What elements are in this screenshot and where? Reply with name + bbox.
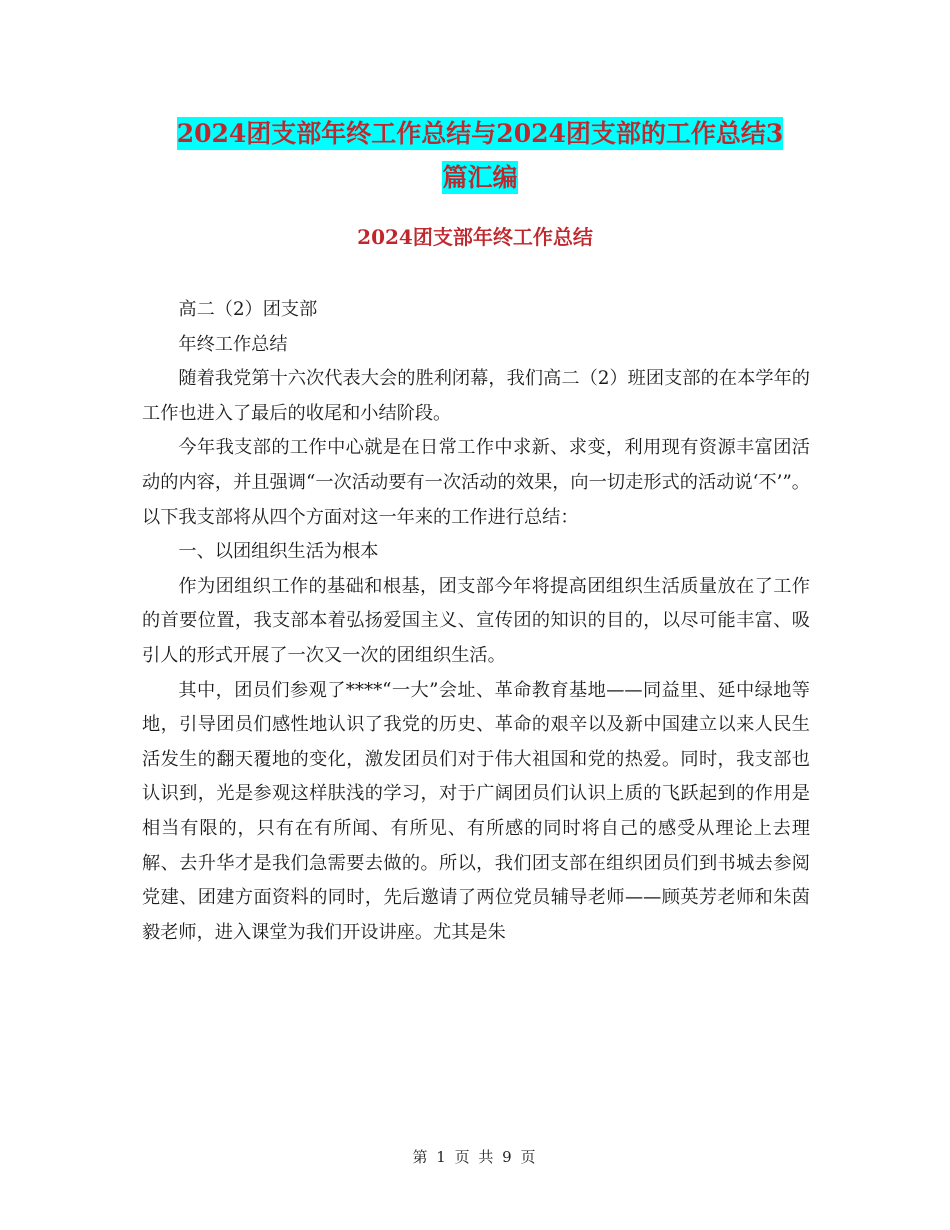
document-title [140,112,820,200]
paragraph: 高二（2）团支部 [178,299,318,320]
paragraph: 其中，团员们参观了****“一大”会址、革命教育基地——同益里、延中绿地等地，引导团员们感性地认识了我党的历史、革命的艰辛以及新中国建立以来人民生活发生的翻天覆地的变化，激发团员们对于伟大祖国和党的热爱。同时，我支部也认识到，光是参观这样肤浅的学习，对于广阔团员们认识上质的飞跃起到的作用是相当有限的，只有在有所闻、有所见、有所感的同时将自己的感受从理论上去理解、去升华才是我们急需要去做的。所以，我们团支部在组织团员们到书城去参阅党建、团建方面资料的同时，先后邀请了两位党员辅导老师——顾英芳老师和朱茵毅老师，进入课堂为我们开设讲座。尤其是朱 [142,679,810,943]
paragraph: 作为团组织工作的基础和根基，团支部今年将提高团组织生活质量放在了工作的首要位置，我支部本着弘扬爱国主义、宣传团的知识的目的，以尽可能丰富、吸引人的形式开展了一次又一次的团组织生活。 [142,575,810,666]
paragraph: 年终工作总结 [178,333,288,355]
page-number-footer: 第 1 页 共 9 页 [412,1148,538,1166]
document-title-line-2: 篇汇编 [442,163,518,192]
paragraph: 今年我支部的工作中心就是在日常工作中求新、求变，利用现有资源丰富团活动的内容，并且强调“一次活动要有一次活动的效果，向一切走形式的活动说‘不’”。以下我支部将从四个方面对这一年来的工作进行总结： [142,437,810,528]
document-title-line-1: 2024团支部年终工作总结与2024团支部的工作总结3 [176,119,784,148]
paragraph: 一、以团组织生活为根本 [178,541,379,563]
paragraph: 随着我党第十六次代表大会的胜利闭幕，我们高二（2）班团支部的在本学年的工作也进入了最后的收尾和小结阶段。 [142,368,810,424]
document-body [142,293,810,950]
section-title: 2024团支部年终工作总结 [357,225,593,249]
